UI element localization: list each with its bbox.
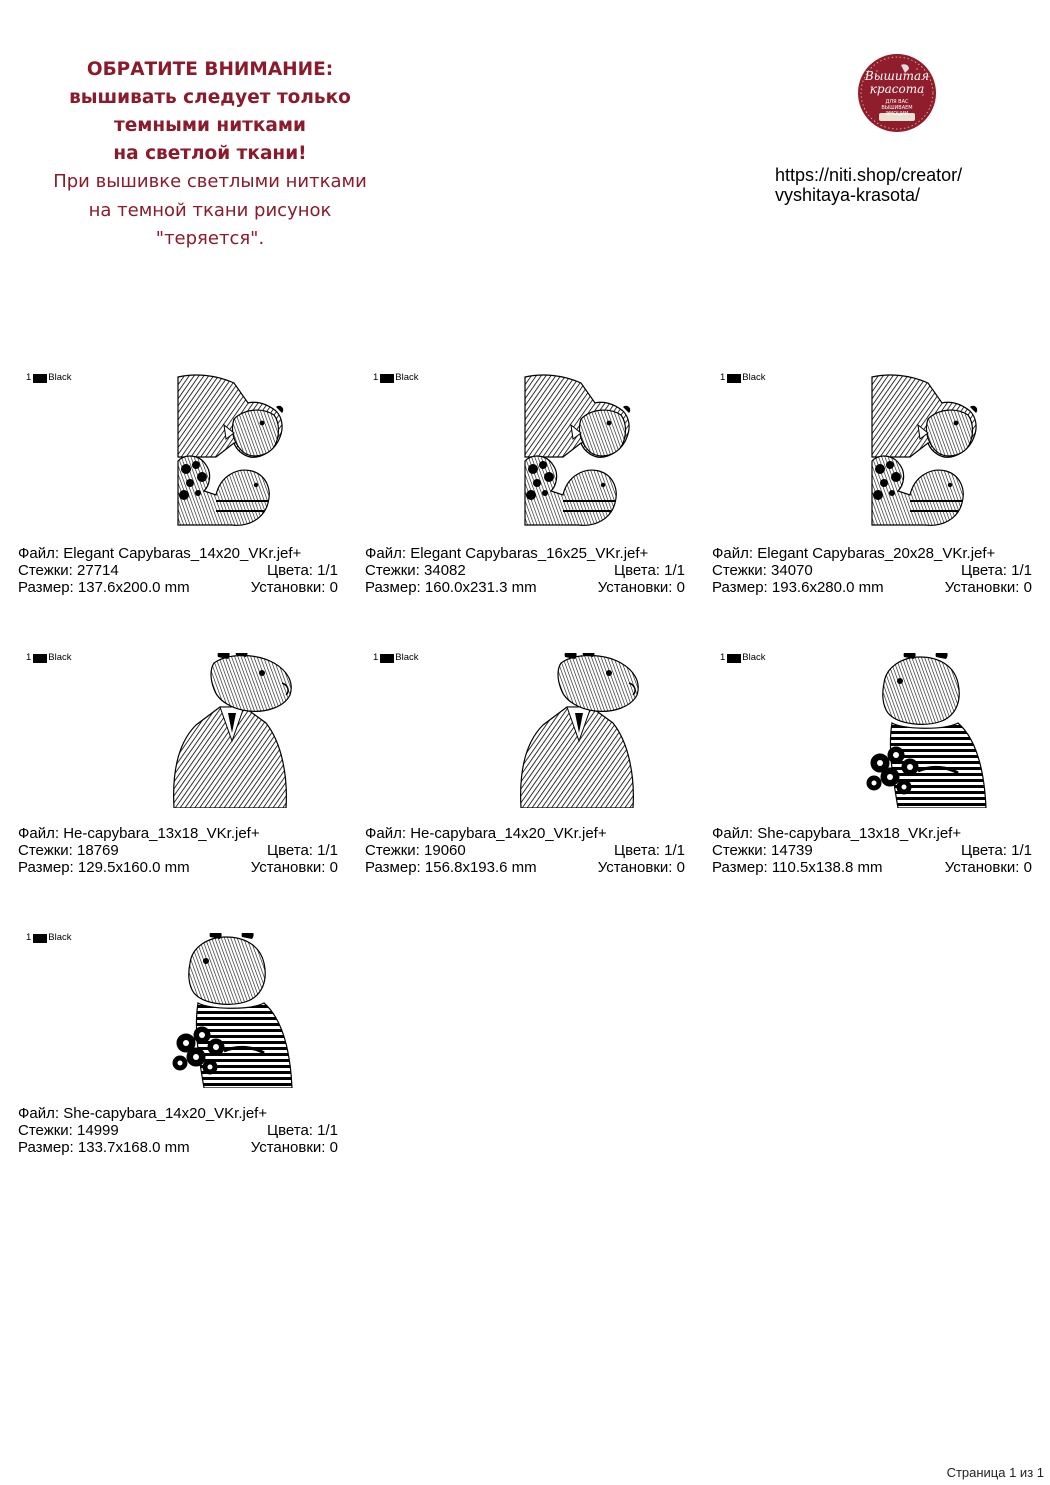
he-capybara-icon — [166, 653, 296, 808]
elegant-capybaras-icon — [523, 373, 633, 528]
colors-value: 1/1 — [1011, 562, 1032, 579]
size-label: Размер: — [712, 859, 768, 876]
file-name: He-capybara_14x20_VKr.jef+ — [410, 825, 607, 842]
thread-name: Black — [48, 372, 72, 383]
stitches-row — [365, 562, 685, 579]
size-row — [18, 1139, 338, 1156]
thread-name: Black — [742, 372, 766, 383]
file-label: Файл: — [712, 545, 754, 562]
design-info — [365, 825, 685, 876]
file-row — [18, 825, 338, 842]
thread-name: Black — [48, 932, 72, 943]
file-label: Файл: — [365, 545, 407, 562]
thread-legend — [26, 372, 72, 384]
size-row — [18, 579, 338, 596]
file-label: Файл: — [365, 825, 407, 842]
stitches-row — [365, 842, 685, 859]
stitches-label: Стежки: — [365, 562, 420, 579]
size-value: 160.0x231.3 mm — [424, 579, 537, 596]
file-name: Elegant Capybaras_20x28_VKr.jef+ — [757, 545, 996, 562]
stitches-label: Стежки: — [18, 562, 73, 579]
logo-line: Вышитая — [864, 68, 930, 83]
url-line: https://niti.shop/creator/ — [775, 165, 963, 185]
thread-index: 1 — [26, 652, 32, 663]
settings-label: Установки: — [597, 859, 673, 876]
stitches-label: Стежки: — [365, 842, 420, 859]
design-card — [712, 365, 1032, 597]
notice-line: на светлой ткани! — [113, 143, 307, 164]
settings-value: 0 — [329, 579, 338, 596]
size-value: 133.7x168.0 mm — [77, 1139, 190, 1156]
file-row — [18, 1105, 338, 1122]
stitches-row — [712, 842, 1032, 859]
settings-value: 0 — [1023, 859, 1032, 876]
stitches-value: 14739 — [771, 842, 813, 859]
colors-label: Цвета: — [267, 842, 313, 859]
settings-label: Установки: — [250, 579, 326, 596]
settings-value: 0 — [329, 859, 338, 876]
elegant-capybaras-icon — [176, 373, 286, 528]
thread-swatch — [380, 374, 394, 383]
size-label: Размер: — [365, 859, 421, 876]
file-row — [365, 825, 685, 842]
thread-swatch — [727, 654, 741, 663]
thread-swatch — [727, 374, 741, 383]
file-row — [712, 825, 1032, 842]
design-info — [18, 825, 338, 876]
stitches-row — [18, 1122, 338, 1139]
thread-name: Black — [48, 652, 72, 663]
thread-legend — [26, 652, 72, 664]
size-value: 193.6x280.0 mm — [771, 579, 884, 596]
size-label: Размер: — [18, 579, 74, 596]
file-row — [18, 545, 338, 562]
settings-label: Установки: — [944, 859, 1020, 876]
thread-legend — [373, 652, 419, 664]
colors-label: Цвета: — [614, 842, 660, 859]
size-value: 129.5x160.0 mm — [77, 859, 190, 876]
design-card — [18, 365, 338, 597]
she-capybara-icon — [168, 933, 293, 1088]
stitches-label: Стежки: — [712, 842, 767, 859]
colors-value: 1/1 — [317, 562, 338, 579]
file-name: She-capybara_14x20_VKr.jef+ — [63, 1105, 268, 1122]
thread-index: 1 — [26, 932, 32, 943]
design-card — [365, 365, 685, 597]
file-row — [712, 545, 1032, 562]
file-name: She-capybara_13x18_VKr.jef+ — [757, 825, 962, 842]
design-info — [712, 825, 1032, 876]
design-info — [712, 545, 1032, 596]
settings-label: Установки: — [250, 859, 326, 876]
notice-line: темными нитками — [113, 115, 307, 136]
stitches-label: Стежки: — [18, 1122, 73, 1139]
file-label: Файл: — [712, 825, 754, 842]
design-info — [18, 545, 338, 596]
stitches-row — [18, 562, 338, 579]
thread-index: 1 — [373, 652, 379, 663]
settings-value: 0 — [1023, 579, 1032, 596]
design-card — [18, 645, 338, 877]
thread-swatch — [380, 654, 394, 663]
file-name: Elegant Capybaras_14x20_VKr.jef+ — [63, 545, 302, 562]
colors-value: 1/1 — [664, 842, 685, 859]
thread-swatch — [33, 374, 47, 383]
stitches-label: Стежки: — [712, 562, 767, 579]
design-info — [365, 545, 685, 596]
thread-index: 1 — [373, 372, 379, 383]
design-card — [18, 925, 338, 1157]
thread-swatch — [33, 934, 47, 943]
thread-legend — [720, 652, 766, 664]
thread-index: 1 — [720, 652, 726, 663]
he-capybara-icon — [513, 653, 643, 808]
design-info — [18, 1105, 338, 1156]
notice-line: При вышивке светлыми нитками — [53, 171, 367, 192]
file-label: Файл: — [18, 1105, 60, 1122]
thread-legend — [373, 372, 419, 384]
file-name: Elegant Capybaras_16x25_VKr.jef+ — [410, 545, 649, 562]
stitches-value: 14999 — [77, 1122, 119, 1139]
size-label: Размер: — [365, 579, 421, 596]
design-card — [365, 645, 685, 877]
colors-label: Цвета: — [961, 562, 1007, 579]
settings-value: 0 — [329, 1139, 338, 1156]
colors-label: Цвета: — [614, 562, 660, 579]
logo-tagline: ДЛЯ ВАС ВЫШИВАЕМ ЭМОЦИИ — [881, 98, 913, 117]
page-number: Страница 1 из 1 — [946, 1465, 1044, 1480]
stitches-row — [712, 562, 1032, 579]
file-name: He-capybara_13x18_VKr.jef+ — [63, 825, 260, 842]
thread-name: Black — [395, 652, 419, 663]
stitches-row — [18, 842, 338, 859]
thread-legend — [720, 372, 766, 384]
size-row — [712, 579, 1032, 596]
thread-swatch — [33, 654, 47, 663]
size-row — [712, 859, 1032, 876]
stitches-value: 19060 — [424, 842, 466, 859]
colors-value: 1/1 — [317, 842, 338, 859]
settings-value: 0 — [676, 579, 685, 596]
design-card — [712, 645, 1032, 877]
stitches-value: 34070 — [771, 562, 813, 579]
colors-value: 1/1 — [664, 562, 685, 579]
size-label: Размер: — [18, 859, 74, 876]
size-row — [18, 859, 338, 876]
stitches-value: 27714 — [77, 562, 119, 579]
thread-legend — [26, 932, 72, 944]
settings-value: 0 — [676, 859, 685, 876]
notice-line: вышивать следует только — [69, 87, 351, 108]
settings-label: Установки: — [597, 579, 673, 596]
logo-line: красота — [869, 81, 925, 96]
size-label: Размер: — [712, 579, 768, 596]
colors-label: Цвета: — [961, 842, 1007, 859]
shop-url[interactable] — [775, 165, 1015, 205]
colors-value: 1/1 — [317, 1122, 338, 1139]
thread-name: Black — [395, 372, 419, 383]
notice-line: на темной ткани рисунок — [88, 199, 332, 221]
size-value: 137.6x200.0 mm — [77, 579, 190, 596]
size-value: 110.5x138.8 mm — [771, 859, 883, 876]
stitches-label: Стежки: — [18, 842, 73, 859]
file-label: Файл: — [18, 825, 60, 842]
she-capybara-icon — [862, 653, 987, 808]
file-row — [365, 545, 685, 562]
thread-index: 1 — [720, 372, 726, 383]
elegant-capybaras-icon — [870, 373, 980, 528]
size-value: 156.8x193.6 mm — [424, 859, 537, 876]
warning-notice — [20, 56, 400, 254]
stitches-value: 34082 — [424, 562, 466, 579]
brand-logo — [857, 53, 937, 133]
file-label: Файл: — [18, 545, 60, 562]
notice-line: "теряется". — [155, 228, 265, 249]
settings-label: Установки: — [944, 579, 1020, 596]
thread-index: 1 — [26, 372, 32, 383]
settings-label: Установки: — [250, 1139, 326, 1156]
colors-value: 1/1 — [1011, 842, 1032, 859]
size-row — [365, 859, 685, 876]
size-label: Размер: — [18, 1139, 74, 1156]
size-row — [365, 579, 685, 596]
url-line: vyshitaya-krasota/ — [775, 185, 921, 205]
colors-label: Цвета: — [267, 562, 313, 579]
stitches-value: 18769 — [77, 842, 119, 859]
notice-heading: ОБРАТИТЕ ВНИМАНИЕ: — [86, 59, 334, 80]
colors-label: Цвета: — [267, 1122, 313, 1139]
thread-name: Black — [742, 652, 766, 663]
